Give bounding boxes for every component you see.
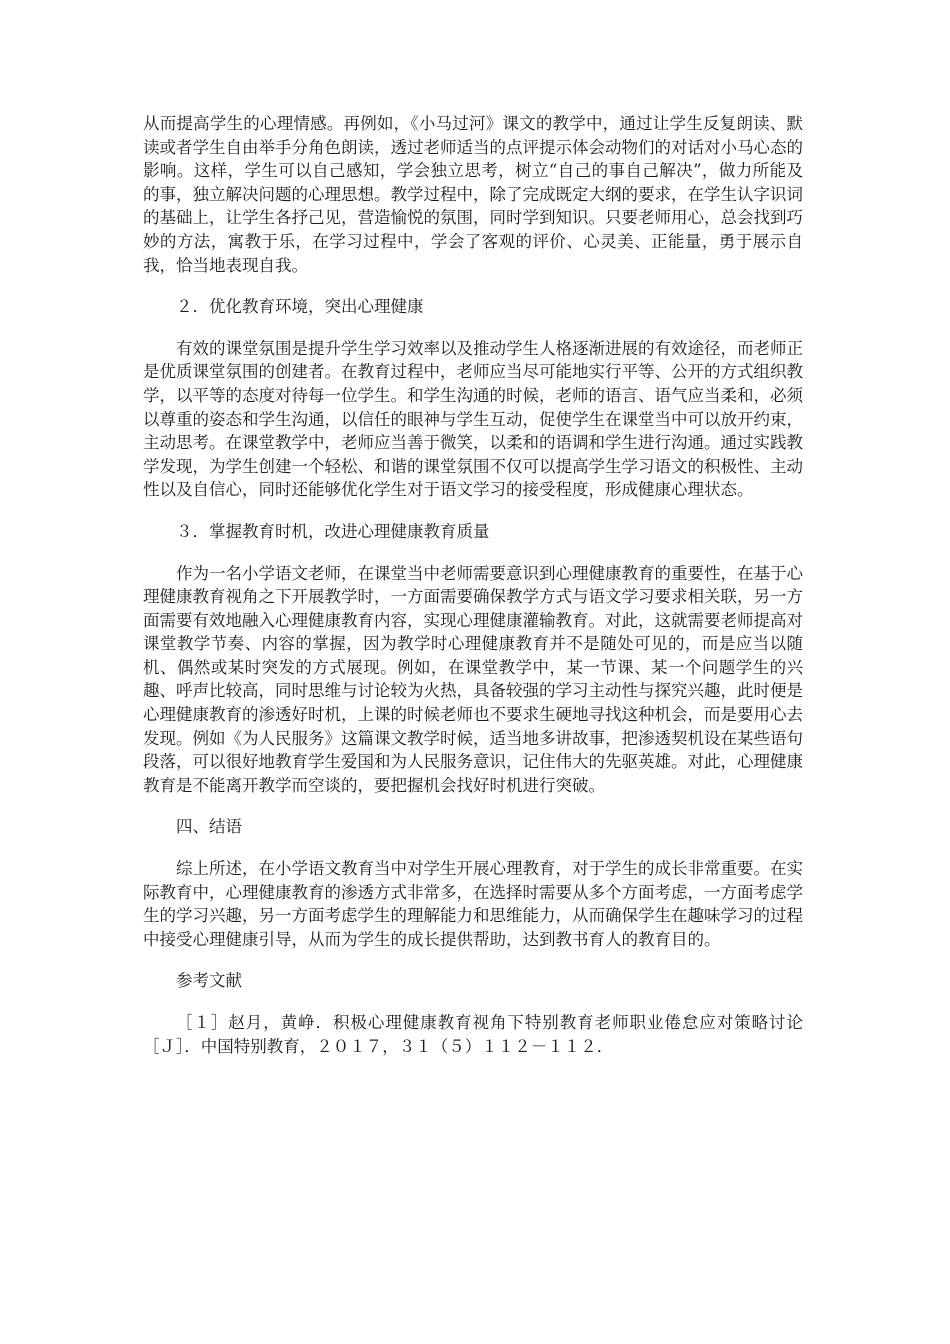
paragraph-conclusion: 综上所述，在小学语文教育当中对学生开展心理教育，对于学生的成长非常重要。在实际教育中，心理健康教育的渗透方式非常多，在选择时需要从多个方面考虑，一方面考虑学生的学习兴趣，另一方面考虑学生的理解能力和思维能力，从而确保学生在趣味学习的过程中接受心理健康引导，从而为学生的成长提供帮助，达到教书育人的教育目的。	[143, 859, 803, 949]
paragraph-continuation: 从而提高学生的心理情感。再例如，《小马过河》课文的教学中，通过让学生反复朗读、默读或者学生自由举手分角色朗读，透过老师适当的点评提示体会动物们的对话对小马心态的影响。这样，学生可以自己感知，学会独立思考，树立“自己的事自己解决”，做力所能及的事，独立解决问题的心理思想。教学过程中，除了完成既定大纲的要求，在学生认字识词的基础上，让学生各抒己见，营造愉悦的氛围，同时学到知识。只要老师用心，总会找到巧妙的方法，寓教于乐，在学习过程中，学会了客观的评价、心灵美、正能量，勇于展示自我，恰当地表现自我。	[143, 114, 803, 275]
section-heading-2: ２．优化教育环境，突出心理健康	[176, 297, 424, 317]
paragraph-classroom-atmosphere: 有效的课堂氛围是提升学生学习效率以及推动学生人格逐渐进展的有效途径，而老师正是优质课堂氛围的创建者。在教育过程中，老师应当尽可能地实行平等、公开的方式组织教学，以平等的态度对待每一位学生。和学生沟通的时候，老师的语言、语气应当柔和，必须以尊重的姿态和学生沟通，以信任的眼神与学生互动，促使学生在课堂当中可以放开约束，主动思考。在课堂教学中，老师应当善于微笑，以柔和的语调和学生进行沟通。通过实践教学发现，为学生创建一个轻松、和谐的课堂氛围不仅可以提高学生学习语文的积极性、主动性以及自信心，同时还能够优化学生对于语文学习的接受程度，形成健康心理状态。	[143, 338, 803, 500]
section-heading-3: ３．掌握教育时机，改进心理健康教育质量	[176, 521, 490, 541]
paragraph-teaching-timing: 作为一名小学语文老师，在课堂当中老师需要意识到心理健康教育的重要性，在基于心理健康教育视角之下开展教学时，一方面需要确保教学方式与语文学习要求相关联，另一方面需要有效地融入心理健康教育内容，实现心理健康灌输教育。对此，这就需要老师提高对课堂教学节奏、内容的掌握，因为教学时心理健康教育并不是随处可见的，而是应当以随机、偶然或某时突发的方式展现。例如，在课堂教学中，某一节课、某一个问题学生的兴趣、呼声比较高，同时思维与讨论较为火热，具备较强的学习主动性与探究兴趣，此时便是心理健康教育的渗透好时机，上课的时候老师也不要求生硬地寻找这种机会，而是要用心去发现。例如《为人民服务》这篇课文教学时候，适当地多讲故事，把渗透契机设在某些语句段落，可以很好地教育学生爱国和为人民服务意识，记住伟大的先驱英雄。对此，心理健康教育是不能离开教学而空谈的，要把握机会找好时机进行突破。	[143, 563, 803, 795]
section-heading-conclusion: 四、结语	[176, 817, 242, 837]
references-heading: 参考文献	[176, 971, 242, 991]
document-body	[143, 112, 803, 1058]
reference-item: ［１］赵月，黄峥．积极心理健康教育视角下特别教育老师职业倦怠应对策略讨论［Ｊ］．中国特别教育，２０１７，３１（５）１１２－１１２．	[143, 1013, 803, 1056]
